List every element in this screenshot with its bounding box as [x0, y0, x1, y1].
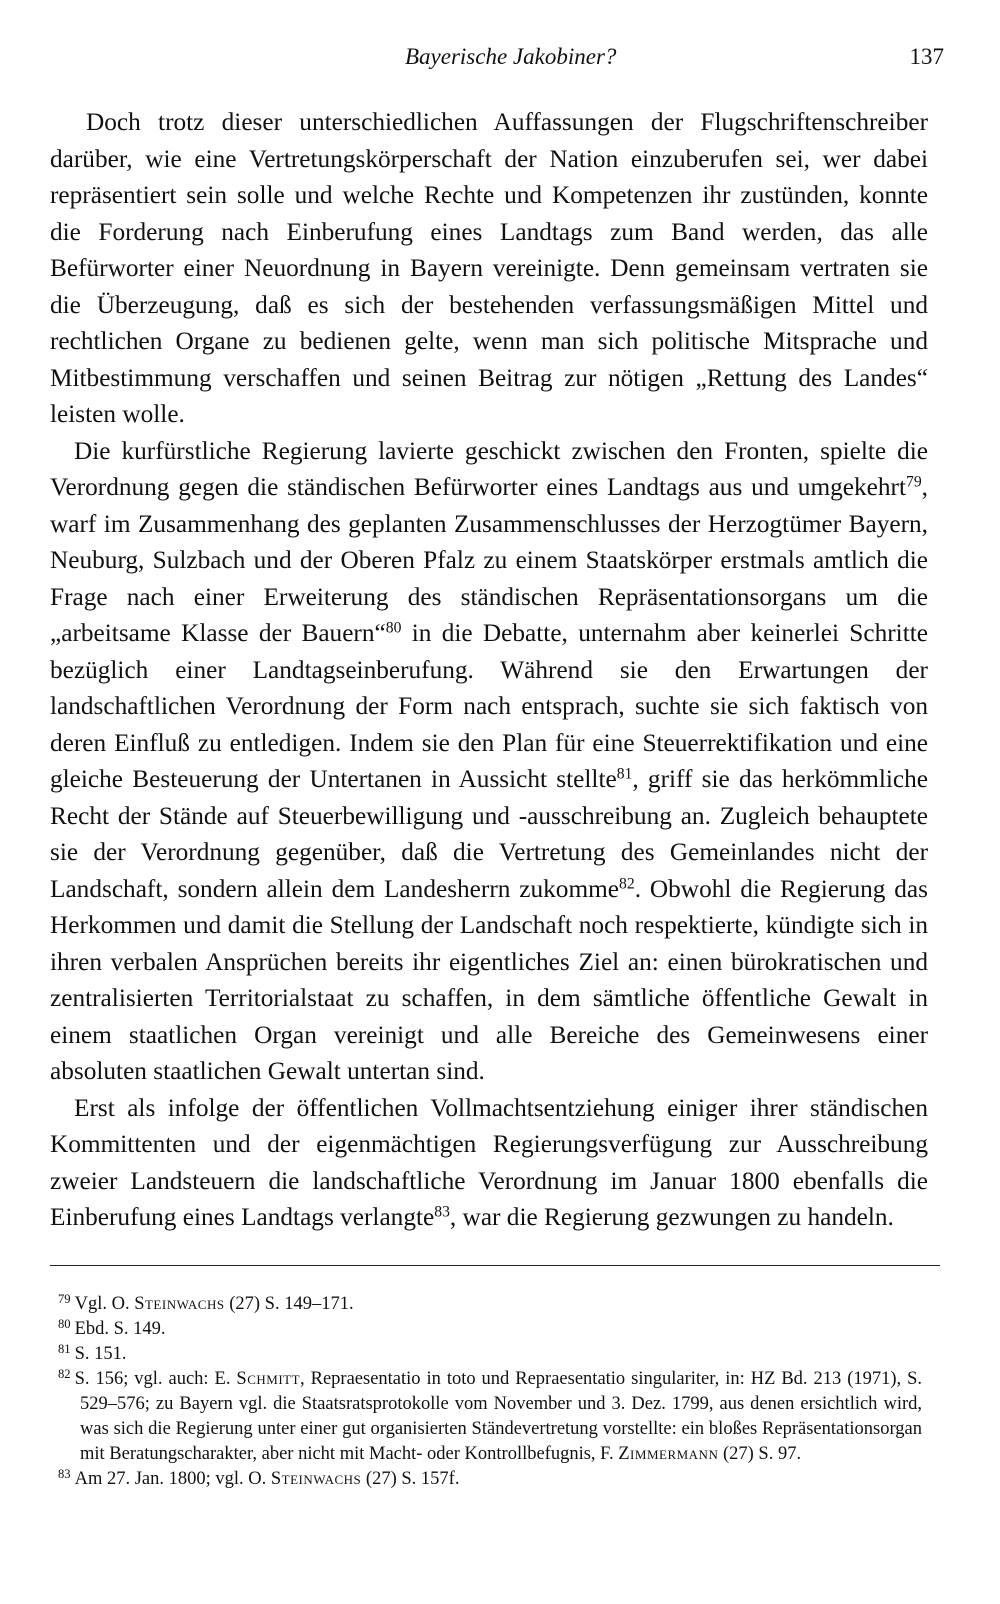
- footnote-divider: [50, 1265, 940, 1266]
- footnote-text: Vgl. O.: [74, 1294, 135, 1314]
- footnote-text: Ebd. S. 149.: [74, 1319, 166, 1339]
- footnote-text: (27) S. 97.: [718, 1444, 802, 1464]
- footnote-number: 80: [58, 1316, 71, 1331]
- paragraph-1: [50, 104, 928, 433]
- page-header: [50, 40, 950, 80]
- footnote-text: (27) S. 149–171.: [224, 1294, 354, 1314]
- paragraph-text: Die kurfürstliche Regierung lavierte geschickt zwischen den Fronten, spielte die Verordnung gegen die ständischen Befürworter eines Landtags aus und umgekehrt: [50, 436, 928, 501]
- footnote-ref-80[interactable]: 80: [385, 619, 402, 637]
- footnote-83: [50, 1467, 922, 1492]
- paragraph-text: in die Debatte, unternahm aber keinerlei Schritte bezüglich einer Landtagseinberufung. Während sie den Erwartungen der landschaftlichen Verordnung der Form nach entsprach, suchte sie sich faktisch von deren Einfluß zu entledigen. Indem sie den Plan für eine Steuerrektifikation und eine gleiche Besteuerung der Untertanen in Aussicht stellte: [50, 619, 928, 793]
- footnote-82: [50, 1367, 922, 1467]
- footnote-ref-79[interactable]: 79: [906, 473, 922, 491]
- footnote-number: 82: [58, 1366, 71, 1381]
- author-name: Steinwachs: [270, 1469, 362, 1489]
- footnote-ref-82[interactable]: 82: [619, 874, 635, 892]
- main-text: [50, 104, 928, 1236]
- footnote-80: [50, 1317, 922, 1342]
- footnote-text: Am 27. Jan. 1800; vgl. O.: [74, 1469, 271, 1489]
- footnote-text: S. 156; vgl. auch: E.: [74, 1369, 237, 1389]
- paragraph-text: . Obwohl die Regierung das Herkommen und damit die Stellung der Landschaft noch respektierte, kündigte sich in ihren verbalen Ansprüchen bereits ihr eigentliches Ziel an: einen bürokratischen und zentralisierten Territorialstaat zu schaffen, in dem sämtliche öffentliche Gewalt in einem staatlichen Organ vereinigt und alle Bereiche des Gemeinwesens einer absoluten staatlichen Gewalt untertan sind.: [50, 874, 928, 1085]
- paragraph-3: [50, 1090, 928, 1236]
- paragraph-2: [50, 433, 928, 1090]
- footnote-text: (27) S. 157f.: [361, 1469, 460, 1489]
- footnote-81: [50, 1342, 922, 1367]
- footnote-number: 79: [58, 1291, 71, 1306]
- paragraph-text: , griff sie das herkömmliche Recht der Stände auf Steuerbewilligung und -ausschreibung an. Zugleich behauptete sie der Verordnung gegenüber, daß die Vertretung des Gemeinlandes nicht der Landschaft, sondern allein dem Landesherrn zukomme: [50, 765, 929, 903]
- running-title: Bayerische Jakobiner?: [405, 44, 617, 69]
- footnote-number: 83: [58, 1466, 71, 1481]
- author-name: Zimmermann: [618, 1444, 719, 1464]
- paragraph-text: Doch trotz dieser unterschiedlichen Auffassungen der Flugschriftenschreiber darüber, wie eine Vertretungskörperschaft der Nation einzuberufen sei, wer dabei repräsentiert sein solle und welche Rechte und Kompetenzen ihr zustünden, konnte die Forderung nach Einberufung eines Landtags zum Band werden, das alle Befürworter einer Neuordnung in Bayern vereinigte. Denn gemeinsam vertraten sie die Überzeugung, daß es sich der bestehenden verfassungsmäßigen Mittel und rechtlichen Organe zu bedienen gelte, wenn man sich politische Mitsprache und Mitbestimmung verschaffen und seinen Beitrag zur nötigen „Rettung des Landes“ leisten wolle.: [50, 108, 928, 428]
- footnotes: [50, 1292, 922, 1492]
- paragraph-text: , warf im Zusammenhang des geplanten Zusammenschlusses der Herzogtümer Bayern, Neuburg, Sulzbach und der Oberen Pfalz zu einem Staatskörper erstmals amtlich die Frage nach einer Erweiterung des ständischen Repräsentationsorgans um die „arbeitsame Klasse der Bauern“: [50, 473, 928, 647]
- footnote-text: , Repraesentatio in toto und Repraesentatio singulariter, in: HZ Bd. 213 (1971), S. 529–576; zu Bayern vgl. die Staatsratsprotokolle vom November und 3. Dez. 1799, aus denen ersichtlich wird, was sich die Regierung unter einer gut organisierten Ständevertretung vorstellte: ein bloßes Repräsentationsorgan mit Beratungscharakter, aber nicht mit Macht- oder Kontrollbefugnis, F.: [80, 1369, 923, 1464]
- author-name: Steinwachs: [134, 1294, 225, 1314]
- footnote-79: [50, 1292, 922, 1317]
- footnote-ref-83[interactable]: 83: [434, 1203, 450, 1221]
- paragraph-text: Erst als infolge der öffentlichen Vollmachtsentziehung einiger ihrer ständischen Kommittenten und der eigenmächtigen Regierungsverfügung zur Ausschreibung zweier Landsteuern die landschaftliche Verordnung im Januar 1800 ebenfalls die Einberufung eines Landtags verlangte: [50, 1093, 928, 1231]
- page-number: 137: [909, 44, 944, 69]
- paragraph-text: , war die Regierung gezwungen zu handeln.: [449, 1203, 894, 1231]
- footnote-ref-81[interactable]: 81: [616, 765, 633, 783]
- footnote-text: S. 151.: [74, 1344, 127, 1364]
- author-name: Schmitt: [236, 1369, 301, 1389]
- footnote-number: 81: [58, 1341, 71, 1356]
